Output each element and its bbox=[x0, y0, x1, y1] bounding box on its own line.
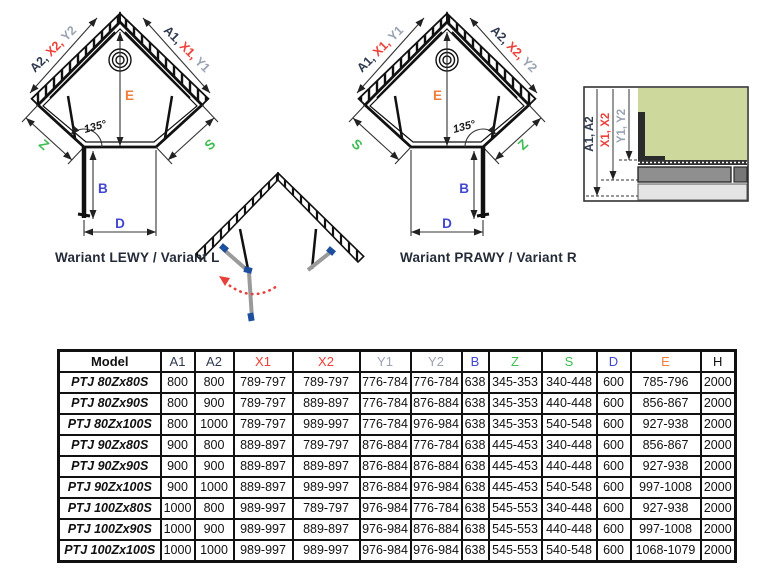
value-cell: 600 bbox=[597, 498, 631, 519]
col-header-y1: Y1 bbox=[360, 351, 411, 373]
dim-label-e: E bbox=[125, 88, 135, 103]
model-cell: PTJ 80Zx80S bbox=[59, 372, 161, 393]
value-cell: 976-984 bbox=[360, 498, 411, 519]
edge-label-right: A2,X2,Y2 bbox=[487, 23, 540, 76]
value-cell: 789-797 bbox=[293, 372, 360, 393]
variant-l-caption: Wariant LEWY / Variant L bbox=[55, 250, 220, 265]
value-cell: 1000 bbox=[161, 540, 195, 562]
model-cell: PTJ 80Zx100S bbox=[59, 414, 161, 435]
value-cell: 900 bbox=[161, 456, 195, 477]
value-cell: 889-897 bbox=[293, 519, 360, 540]
value-cell: 900 bbox=[161, 435, 195, 456]
value-cell: 776-784 bbox=[360, 372, 411, 393]
value-cell: 800 bbox=[195, 498, 234, 519]
value-cell: 600 bbox=[597, 372, 631, 393]
value-cell: 600 bbox=[597, 435, 631, 456]
value-cell: 440-448 bbox=[542, 456, 597, 477]
value-cell: 345-353 bbox=[489, 372, 542, 393]
value-cell: 2000 bbox=[701, 435, 736, 456]
value-cell: 600 bbox=[597, 519, 631, 540]
value-cell: 2000 bbox=[701, 456, 736, 477]
value-cell: 989-997 bbox=[234, 498, 293, 519]
value-cell: 800 bbox=[161, 414, 195, 435]
value-cell: 345-353 bbox=[489, 393, 542, 414]
value-cell: 900 bbox=[161, 477, 195, 498]
model-cell: PTJ 80Zx90S bbox=[59, 393, 161, 414]
value-cell: 789-797 bbox=[234, 414, 293, 435]
value-cell: 600 bbox=[597, 540, 631, 562]
value-cell: 445-453 bbox=[489, 456, 542, 477]
value-cell: 789-797 bbox=[293, 435, 360, 456]
angle-label: 135° bbox=[82, 118, 108, 136]
dim-label-s: S bbox=[348, 136, 366, 154]
value-cell: 900 bbox=[195, 519, 234, 540]
model-cell: PTJ 90Zx80S bbox=[59, 435, 161, 456]
value-cell: 989-997 bbox=[234, 519, 293, 540]
model-cell: PTJ 100Zx80S bbox=[59, 498, 161, 519]
value-cell: 776-784 bbox=[360, 414, 411, 435]
value-cell: 876-884 bbox=[411, 456, 462, 477]
fixed-panels bbox=[240, 229, 316, 269]
value-cell: 1000 bbox=[195, 540, 234, 562]
table-row bbox=[59, 456, 736, 477]
value-cell: 2000 bbox=[701, 477, 736, 498]
col-header-e: E bbox=[631, 351, 701, 373]
value-cell: 800 bbox=[195, 372, 234, 393]
value-cell: 638 bbox=[462, 372, 489, 393]
value-cell: 776-784 bbox=[360, 393, 411, 414]
value-cell: 800 bbox=[161, 393, 195, 414]
col-header-x1: X1 bbox=[234, 351, 293, 373]
col-header-y2: Y2 bbox=[411, 351, 462, 373]
col-header-model: Model bbox=[59, 351, 161, 373]
value-cell: 976-984 bbox=[411, 477, 462, 498]
value-cell: 340-448 bbox=[542, 372, 597, 393]
table-row bbox=[59, 414, 736, 435]
floor-base bbox=[638, 184, 747, 200]
bottom-seal bbox=[638, 160, 747, 165]
value-cell: 989-997 bbox=[234, 540, 293, 562]
value-cell: 540-548 bbox=[542, 477, 597, 498]
value-cell: 440-448 bbox=[542, 393, 597, 414]
value-cell: 876-884 bbox=[360, 456, 411, 477]
value-cell: 638 bbox=[462, 435, 489, 456]
variant-l-wall-profile bbox=[78, 147, 90, 218]
dim-label-d: D bbox=[442, 216, 452, 231]
section-label-a: A1, A2 bbox=[584, 116, 596, 152]
value-cell: 976-984 bbox=[411, 540, 462, 562]
table-row bbox=[59, 540, 736, 562]
col-header-a2: A2 bbox=[195, 351, 234, 373]
col-header-s: S bbox=[542, 351, 597, 373]
value-cell: 445-453 bbox=[489, 477, 542, 498]
value-cell: 1000 bbox=[161, 519, 195, 540]
tray-profile bbox=[638, 167, 731, 182]
value-cell: 540-548 bbox=[542, 414, 597, 435]
value-cell: 2000 bbox=[701, 414, 736, 435]
value-cell: 789-797 bbox=[234, 372, 293, 393]
value-cell: 600 bbox=[597, 477, 631, 498]
value-cell: 2000 bbox=[701, 372, 736, 393]
door-swing-diagram bbox=[195, 172, 370, 334]
value-cell: 1000 bbox=[195, 414, 234, 435]
value-cell: 876-884 bbox=[360, 477, 411, 498]
dim-label-z: Z bbox=[514, 136, 532, 153]
value-cell: 927-938 bbox=[631, 414, 701, 435]
value-cell: 976-984 bbox=[360, 540, 411, 562]
value-cell: 638 bbox=[462, 414, 489, 435]
value-cell: 1000 bbox=[161, 498, 195, 519]
value-cell: 889-897 bbox=[234, 477, 293, 498]
value-cell: 889-897 bbox=[234, 456, 293, 477]
value-cell: 2000 bbox=[701, 540, 736, 562]
value-cell: 340-448 bbox=[542, 498, 597, 519]
spec-table bbox=[57, 349, 737, 563]
table-row bbox=[59, 477, 736, 498]
value-cell: 638 bbox=[462, 498, 489, 519]
value-cell: 638 bbox=[462, 393, 489, 414]
model-cell: PTJ 90Zx100S bbox=[59, 477, 161, 498]
dim-label-d: D bbox=[115, 216, 125, 231]
value-cell: 856-867 bbox=[631, 435, 701, 456]
hinges bbox=[219, 243, 336, 321]
angle-label: 135° bbox=[451, 118, 477, 136]
value-cell: 876-884 bbox=[411, 519, 462, 540]
value-cell: 1068-1079 bbox=[631, 540, 701, 562]
variant-r-caption: Wariant PRAWY / Variant R bbox=[400, 250, 577, 265]
value-cell: 638 bbox=[462, 477, 489, 498]
value-cell: 789-797 bbox=[234, 393, 293, 414]
dim-label-e: E bbox=[432, 88, 442, 103]
value-cell: 545-553 bbox=[489, 540, 542, 562]
edge-label-right: A1,X1,Y1 bbox=[160, 23, 213, 76]
edge-label-left: A2,X2,Y2 bbox=[27, 23, 80, 76]
value-cell: 800 bbox=[161, 372, 195, 393]
value-cell: 540-548 bbox=[542, 540, 597, 562]
table-row bbox=[59, 435, 736, 456]
value-cell: 976-984 bbox=[411, 414, 462, 435]
table-row bbox=[59, 393, 736, 414]
value-cell: 345-353 bbox=[489, 414, 542, 435]
model-cell: PTJ 100Zx90S bbox=[59, 519, 161, 540]
value-cell: 2000 bbox=[701, 519, 736, 540]
value-cell: 1000 bbox=[195, 477, 234, 498]
value-cell: 785-796 bbox=[631, 372, 701, 393]
value-cell: 545-553 bbox=[489, 498, 542, 519]
value-cell: 2000 bbox=[701, 393, 736, 414]
value-cell: 900 bbox=[195, 456, 234, 477]
value-cell: 889-897 bbox=[293, 393, 360, 414]
value-cell: 445-453 bbox=[489, 435, 542, 456]
col-header-h: H bbox=[701, 351, 736, 373]
value-cell: 600 bbox=[597, 393, 631, 414]
value-cell: 789-797 bbox=[293, 498, 360, 519]
value-cell: 876-884 bbox=[411, 393, 462, 414]
value-cell: 600 bbox=[597, 456, 631, 477]
value-cell: 545-553 bbox=[489, 519, 542, 540]
value-cell: 900 bbox=[195, 393, 234, 414]
model-cell: PTJ 90Zx90S bbox=[59, 456, 161, 477]
value-cell: 600 bbox=[597, 414, 631, 435]
value-cell: 856-867 bbox=[631, 393, 701, 414]
value-cell: 638 bbox=[462, 456, 489, 477]
value-cell: 638 bbox=[462, 540, 489, 562]
value-cell: 440-448 bbox=[542, 519, 597, 540]
value-cell: 889-897 bbox=[234, 435, 293, 456]
value-cell: 989-997 bbox=[293, 540, 360, 562]
door-panels bbox=[223, 249, 332, 319]
table-header-row bbox=[59, 351, 736, 373]
col-header-d: D bbox=[597, 351, 631, 373]
model-cell: PTJ 100Zx100S bbox=[59, 540, 161, 562]
glass-panel bbox=[638, 88, 747, 162]
value-cell: 889-897 bbox=[293, 456, 360, 477]
value-cell: 340-448 bbox=[542, 435, 597, 456]
value-cell: 927-938 bbox=[631, 498, 701, 519]
value-cell: 776-784 bbox=[411, 435, 462, 456]
table-row bbox=[59, 372, 736, 393]
variant-r-wall-profile bbox=[477, 147, 489, 218]
table-row bbox=[59, 519, 736, 540]
value-cell: 776-784 bbox=[411, 372, 462, 393]
value-cell: 989-997 bbox=[293, 414, 360, 435]
col-header-b: B bbox=[462, 351, 489, 373]
value-cell: 997-1008 bbox=[631, 477, 701, 498]
col-header-a1: A1 bbox=[161, 351, 195, 373]
col-header-z: Z bbox=[489, 351, 542, 373]
value-cell: 989-997 bbox=[293, 477, 360, 498]
dim-label-b: B bbox=[459, 181, 469, 196]
dim-label-z: Z bbox=[35, 136, 53, 153]
dim-label-b: B bbox=[98, 181, 108, 196]
cross-section-diagram bbox=[583, 86, 750, 203]
value-cell: 927-938 bbox=[631, 456, 701, 477]
section-label-x: X1, X2 bbox=[600, 112, 612, 148]
tray-profile-end bbox=[734, 167, 747, 182]
value-cell: 776-784 bbox=[411, 498, 462, 519]
value-cell: 800 bbox=[195, 435, 234, 456]
dim-label-s: S bbox=[201, 136, 219, 154]
section-label-y: Y1, Y2 bbox=[616, 108, 628, 144]
value-cell: 976-984 bbox=[360, 519, 411, 540]
edge-label-left: A1,X1,Y1 bbox=[354, 23, 407, 76]
value-cell: 2000 bbox=[701, 498, 736, 519]
col-header-x2: X2 bbox=[293, 351, 360, 373]
value-cell: 997-1008 bbox=[631, 519, 701, 540]
value-cell: 638 bbox=[462, 519, 489, 540]
table-row bbox=[59, 498, 736, 519]
value-cell: 876-884 bbox=[360, 435, 411, 456]
